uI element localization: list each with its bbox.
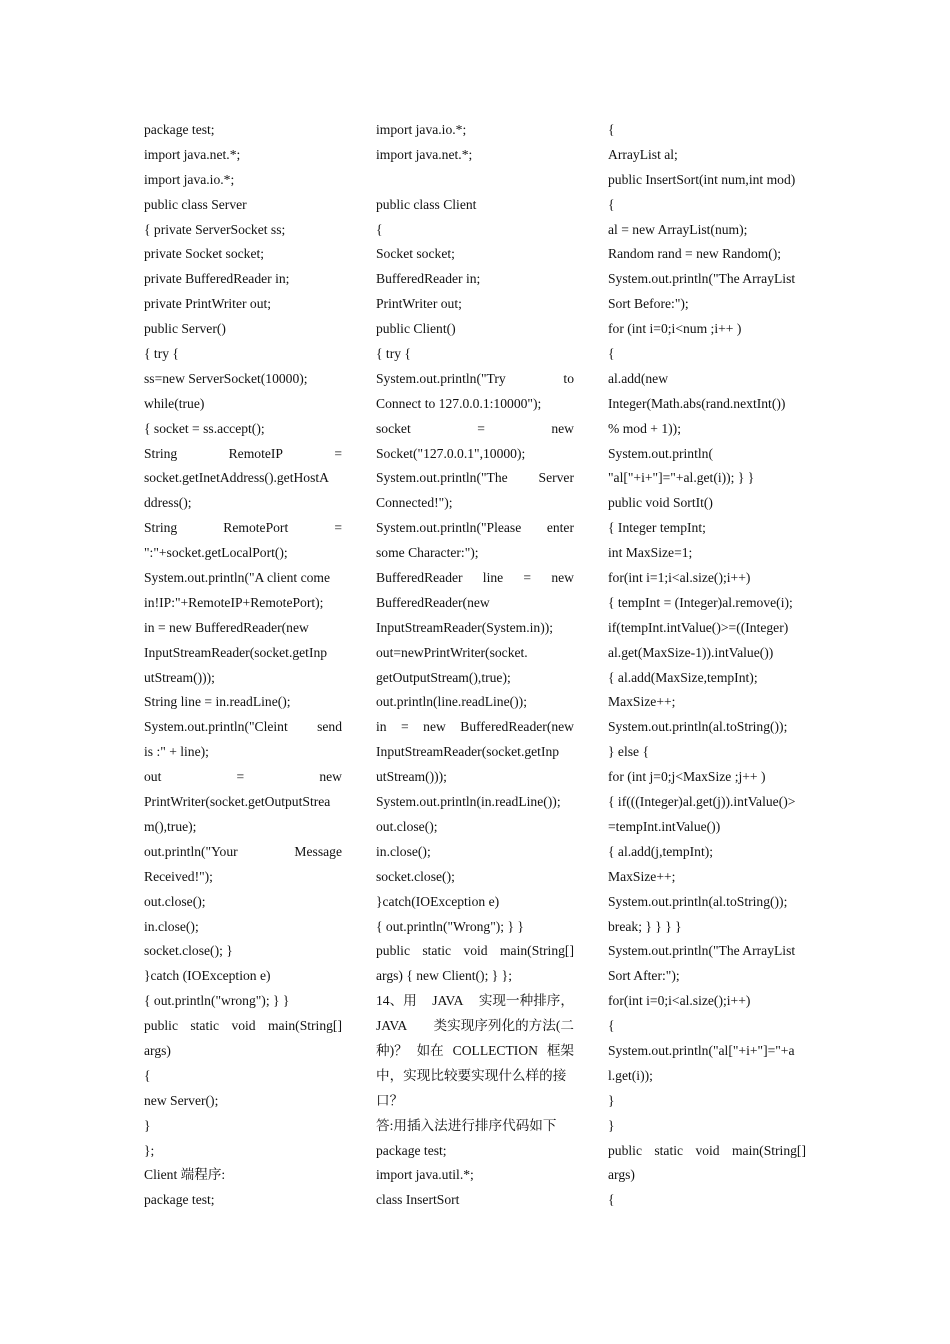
text-line: public void SortIt() — [608, 495, 713, 511]
text-line: for(int i=0;i<al.size();i++) — [608, 993, 751, 1009]
text-line — [376, 168, 574, 193]
text-word: System.out.println("Cleint — [144, 719, 288, 735]
text-line: al.get(MaxSize-1)).intValue()) — [608, 644, 774, 660]
text-line: out.close(); — [144, 893, 206, 909]
text-line: Integer(Math.abs(rand.nextInt()) — [608, 395, 786, 411]
text-line: System.out.println(in.readLine()); — [376, 794, 561, 810]
text-line: ":"+socket.getLocalPort(); — [144, 545, 288, 561]
text-line — [144, 1014, 342, 1039]
text-line — [144, 715, 342, 740]
text-word: send — [317, 719, 342, 735]
text-line: BufferedReader(new — [376, 594, 490, 610]
text-line: } — [144, 1117, 151, 1133]
text-line — [144, 442, 342, 467]
text-line: System.out.println("A client come — [144, 570, 331, 586]
text-word: System.out.println("Please — [376, 520, 522, 536]
text-line: import java.net.*; — [376, 146, 473, 162]
text-column-3 — [608, 118, 806, 1213]
text-line: import java.net.*; — [144, 146, 241, 162]
text-line: { al.add(j,tempInt); — [608, 843, 714, 859]
text-line: ss=new ServerSocket(10000); — [144, 370, 308, 386]
text-line: "al["+i+"]="+al.get(i)); } } — [608, 470, 755, 486]
text-word: COLLECTION — [452, 1042, 538, 1058]
text-word: void — [695, 1142, 720, 1158]
text-line: { — [608, 346, 615, 362]
text-column-2 — [376, 118, 574, 1213]
text-word: public — [608, 1142, 642, 1158]
text-word: String — [144, 445, 178, 461]
text-word: socket — [376, 420, 411, 436]
text-line: package test; — [376, 1142, 447, 1158]
text-line: PrintWriter out; — [376, 296, 462, 312]
text-word: line — [482, 570, 504, 586]
text-line: import java.io.*; — [376, 122, 467, 137]
text-line: break; } } } } — [608, 918, 682, 934]
text-line: { out.println("wrong"); } } — [144, 993, 290, 1009]
text-line: } — [608, 1092, 615, 1108]
text-line: private Socket socket; — [144, 246, 265, 262]
text-line: { if(((Integer)al.get(j)).intValue()> — [608, 794, 796, 810]
text-word: out — [144, 769, 162, 785]
text-word: 实现一种排序， — [478, 993, 574, 1009]
text-line: args) — [608, 1167, 635, 1183]
text-line — [376, 1039, 574, 1064]
text-word: RemoteIP — [228, 445, 283, 461]
text-line: ddress(); — [144, 495, 192, 511]
text-line: args) { new Client(); } }; — [376, 968, 512, 984]
text-line: System.out.println(al.toString()); — [608, 893, 788, 909]
text-line: Socket("127.0.0.1",10000); — [376, 445, 526, 461]
text-line: utStream())); — [376, 769, 447, 785]
text-line: al.add(new — [608, 370, 669, 386]
text-word: = — [401, 719, 409, 735]
text-word: new — [551, 420, 574, 436]
text-line — [376, 1064, 574, 1089]
text-line: { al.add(MaxSize,tempInt); — [608, 669, 758, 685]
text-line: if(tempInt.intValue()>=((Integer) — [608, 619, 789, 635]
text-line: args) — [144, 1042, 171, 1058]
text-line: import java.io.*; — [144, 171, 235, 187]
text-line — [376, 516, 574, 541]
text-line — [144, 765, 342, 790]
text-line: socket.close(); } — [144, 943, 233, 959]
text-line — [144, 840, 342, 865]
text-line: % mod + 1)); — [608, 420, 681, 436]
text-line: in.close(); — [376, 843, 431, 859]
text-line: Sort After:"); — [608, 968, 680, 984]
text-line: Random rand = new Random(); — [608, 246, 782, 262]
text-line: l.get(i)); — [608, 1067, 653, 1083]
text-line: Received!"); — [144, 868, 213, 884]
text-word: main(String[] — [499, 943, 574, 959]
text-line: Client 端程序: — [144, 1167, 226, 1183]
text-line: PrintWriter(socket.getOutputStrea — [144, 794, 331, 810]
text-line: private PrintWriter out; — [144, 296, 272, 312]
text-line: for (int i=0;i<num ;i++ ) — [608, 321, 742, 337]
text-line: 答:用插入法进行排序代码如下 — [376, 1117, 557, 1133]
text-word: enter — [546, 520, 574, 536]
text-word: 中，实现比较要实现什么样的接 — [376, 1067, 567, 1083]
text-line: System.out.println("The ArrayList — [608, 943, 796, 959]
text-line: socket.getInetAddress().getHostA — [144, 470, 329, 486]
text-line: package test; — [144, 122, 215, 137]
text-line: { try { — [144, 346, 179, 362]
text-line: class InsertSort — [376, 1192, 460, 1208]
text-column-1 — [144, 118, 342, 1213]
text-word: Message — [294, 843, 342, 859]
text-line: public Server() — [144, 321, 226, 337]
text-line: public InsertSort(int num,int mod) — [608, 171, 796, 187]
text-word: 种)？ — [376, 1042, 408, 1058]
text-word: to — [563, 370, 574, 386]
text-line: utStream())); — [144, 669, 215, 685]
text-word: void — [231, 1018, 256, 1034]
text-word: 14、用 — [376, 993, 417, 1009]
text-line: out.close(); — [376, 818, 438, 834]
text-line: =tempInt.intValue()) — [608, 818, 721, 834]
text-line: { — [376, 221, 383, 237]
text-line: for (int j=0;j<MaxSize ;j++ ) — [608, 769, 766, 785]
text-line: { — [144, 1067, 151, 1083]
text-line: { Integer tempInt; — [608, 520, 706, 536]
text-line: { socket = ss.accept(); — [144, 420, 265, 436]
text-line: Sort Before:"); — [608, 296, 689, 312]
text-line: Connect to 127.0.0.1:10000"); — [376, 395, 542, 411]
text-line — [376, 367, 574, 392]
text-line: InputStreamReader(socket.getInp — [376, 744, 560, 760]
text-line: } else { — [608, 744, 649, 760]
text-line: MaxSize++; — [608, 868, 676, 884]
text-word: new — [423, 719, 446, 735]
text-line: }catch(IOException e) — [376, 893, 500, 909]
text-line: in.close(); — [144, 918, 199, 934]
text-word: main(String[] — [731, 1142, 806, 1158]
text-word: 类实现序列化的方法(二 — [433, 1018, 574, 1034]
text-line: getOutputStream(),true); — [376, 669, 511, 685]
text-line: }catch (IOException e) — [144, 968, 271, 984]
text-line — [376, 939, 574, 964]
text-line — [376, 715, 574, 740]
text-word: Server — [538, 470, 574, 486]
text-word: = — [334, 520, 342, 536]
text-word: System.out.println("The — [376, 470, 508, 486]
text-line: { tempInt = (Integer)al.remove(i); — [608, 594, 793, 610]
text-word: JAVA — [432, 993, 464, 1009]
text-line: Socket socket; — [376, 246, 455, 262]
text-word: 如在 — [416, 1042, 444, 1058]
text-word: System.out.println("Try — [376, 370, 506, 386]
text-line: System.out.println(al.toString()); — [608, 719, 788, 735]
text-line: }; — [144, 1142, 155, 1158]
text-line: { — [608, 122, 615, 137]
text-line: public class Server — [144, 196, 247, 212]
text-line: { private ServerSocket ss; — [144, 221, 286, 237]
text-word: 框架 — [546, 1042, 574, 1058]
text-line: in = new BufferedReader(new — [144, 619, 309, 635]
text-word: void — [463, 943, 488, 959]
text-line: for(int i=1;i<al.size();i++) — [608, 570, 751, 586]
text-line: new Server(); — [144, 1092, 219, 1108]
text-line: System.out.println( — [608, 445, 713, 461]
text-line: { — [608, 1192, 615, 1208]
text-line: out=newPrintWriter(socket. — [376, 644, 528, 660]
text-word: in — [376, 719, 387, 735]
text-line: BufferedReader in; — [376, 271, 481, 287]
text-line: { — [608, 196, 615, 212]
text-word: = — [334, 445, 342, 461]
text-line — [376, 566, 574, 591]
text-line: int MaxSize=1; — [608, 545, 693, 561]
text-word: new — [551, 570, 574, 586]
text-line: { try { — [376, 346, 411, 362]
text-line: System.out.println("al["+i+"]="+a — [608, 1042, 795, 1058]
text-line: import java.util.*; — [376, 1167, 474, 1183]
text-word: String — [144, 520, 178, 536]
text-word: public — [144, 1018, 178, 1034]
text-word: = — [477, 420, 485, 436]
text-word: static — [654, 1142, 684, 1158]
text-line — [608, 1139, 806, 1164]
text-line: private BufferedReader in; — [144, 271, 290, 287]
text-line: { — [608, 1018, 615, 1034]
text-word: BufferedReader — [376, 570, 463, 586]
text-line — [376, 417, 574, 442]
text-line — [376, 1014, 574, 1039]
text-line: public class Client — [376, 196, 477, 212]
text-line: out.println(line.readLine()); — [376, 694, 527, 710]
text-word: RemotePort — [223, 520, 289, 536]
text-line: { out.println("Wrong"); } } — [376, 918, 524, 934]
text-word: BufferedReader(new — [460, 719, 574, 735]
text-line: package test; — [144, 1192, 215, 1208]
text-word: = — [523, 570, 532, 586]
text-line: Connected!"); — [376, 495, 453, 511]
text-word: = — [236, 769, 245, 785]
text-line: al = new ArrayList(num); — [608, 221, 748, 237]
text-word: JAVA — [376, 1018, 408, 1034]
text-line — [376, 989, 574, 1014]
text-line: System.out.println("The ArrayList — [608, 271, 796, 287]
text-line: MaxSize++; — [608, 694, 676, 710]
text-line: while(true) — [144, 395, 205, 411]
text-word: new — [319, 769, 342, 785]
text-word: out.println("Your — [144, 843, 238, 859]
text-line — [376, 466, 574, 491]
text-line: in!IP:"+RemoteIP+RemotePort); — [144, 594, 324, 610]
text-line: String line = in.readLine(); — [144, 694, 291, 710]
text-line: ArrayList al; — [608, 146, 678, 162]
text-word: main(String[] — [267, 1018, 342, 1034]
text-line: is :" + line); — [144, 744, 209, 760]
text-line: InputStreamReader(socket.getInp — [144, 644, 328, 660]
text-line: InputStreamReader(System.in)); — [376, 619, 554, 635]
text-line: public Client() — [376, 321, 456, 337]
text-word: static — [422, 943, 452, 959]
text-line: } — [608, 1117, 615, 1133]
text-line: some Character:"); — [376, 545, 479, 561]
text-line: 口？ — [376, 1092, 404, 1108]
text-line: socket.close(); — [376, 868, 455, 884]
text-line: m(),true); — [144, 818, 197, 834]
text-line — [144, 516, 342, 541]
text-word: public — [376, 943, 410, 959]
text-word: static — [190, 1018, 220, 1034]
